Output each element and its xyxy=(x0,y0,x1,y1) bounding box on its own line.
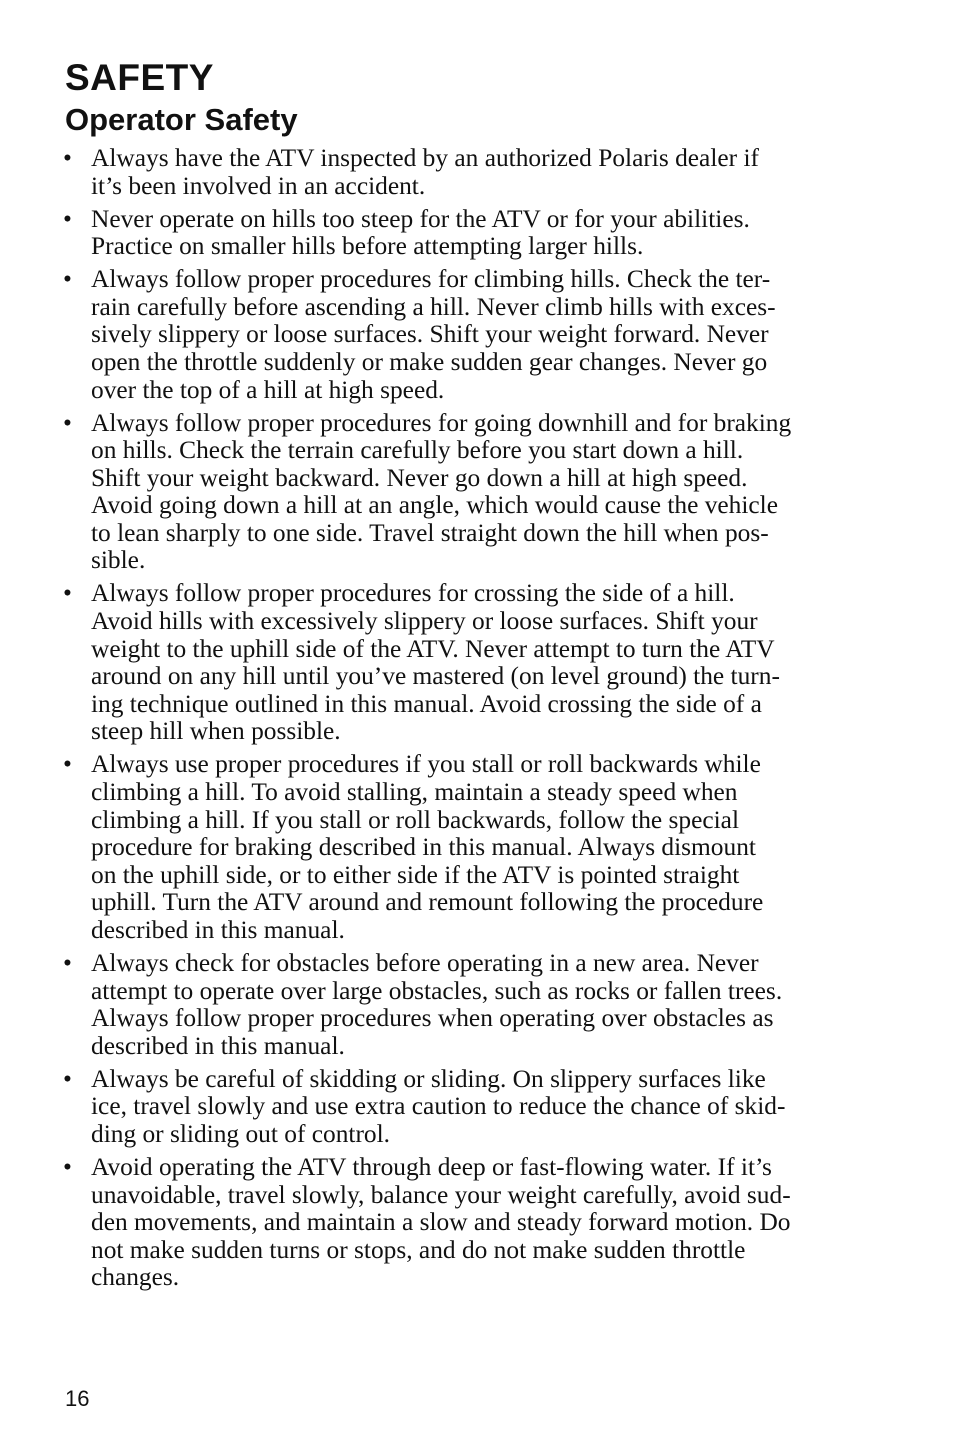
bullet-text: Never operate on hills too steep for the ATV or for your abilities. Practice on smaller hills before attempting larger hills. xyxy=(91,204,750,261)
section-title: SAFETY xyxy=(65,57,214,98)
bullet-icon: • xyxy=(63,265,72,294)
bullet-icon: • xyxy=(63,204,72,233)
bullet-text: Always check for obstacles before operating in a new area. Never attempt to operate over large obstacles, such as rocks or fallen trees. Always follow proper procedures when operating over obstacles as described in this manual. xyxy=(91,948,783,1060)
bullet-icon: • xyxy=(63,579,72,608)
list-item xyxy=(63,950,863,1060)
bullet-text: Always follow proper procedures for climbing hills. Check the ter- rain carefully before ascending a hill. Never climb hills with exces- sively slippery or loose surfaces. Shift your weight forward. Never open the throttle suddenly or make sudden gear changes. Never go over the top of a hill at high speed. xyxy=(91,265,776,404)
bullet-text: Always have the ATV inspected by an authorized Polaris dealer if it’s been involved in an accident. xyxy=(91,144,759,200)
safety-bullet-list xyxy=(63,145,863,1297)
subsection-title: Operator Safety xyxy=(65,102,298,137)
bullet-icon: • xyxy=(63,750,72,779)
bullet-text: Avoid operating the ATV through deep or fast-flowing water. If it’s unavoidable, travel slowly, balance your weight carefully, avoid sud- den movements, and maintain a slow and steady forward motion. Do not make sudden turns or stops, and do not make sudden throttle changes. xyxy=(91,1152,791,1292)
bullet-text: Always follow proper procedures for crossing the side of a hill. Avoid hills with excessively slippery or loose surfaces. Shift your weight to the uphill side of the ATV. Never attempt to turn the ATV around on any hill until you’ve mastered (on level ground) the turn- ing technique outlined in this manual. Avoid crossing the side of a steep hill when possible. xyxy=(91,579,780,746)
list-item xyxy=(63,580,863,746)
bullet-icon: • xyxy=(63,144,72,172)
bullet-icon: • xyxy=(63,408,72,437)
bullet-icon: • xyxy=(63,1152,72,1181)
list-item xyxy=(63,410,863,576)
bullet-text: Always be careful of skidding or sliding. On slippery surfaces like ice, travel slowly and use extra caution to reduce the chance of skid- ding or sliding out of control. xyxy=(91,1064,786,1148)
list-item xyxy=(63,1154,863,1292)
page-number: 16 xyxy=(65,1386,90,1411)
list-item xyxy=(63,206,863,261)
list-item xyxy=(63,266,863,404)
list-item xyxy=(63,145,863,200)
bullet-text: Always follow proper procedures for going downhill and for braking on hills. Check the terrain carefully before you start down a hill. Shift your weight backward. Never go down a hill at high speed. Avoid going down a hill at an angle, which would cause the vehicle to lean sharply to one side. Travel straight down the hill when pos- sible. xyxy=(91,408,792,575)
bullet-icon: • xyxy=(63,1064,72,1093)
list-item xyxy=(63,1066,863,1149)
list-item xyxy=(63,751,863,944)
bullet-icon: • xyxy=(63,948,72,977)
bullet-text: Always use proper procedures if you stall or roll backwards while climbing a hill. To avoid stalling, maintain a steady speed when climbing a hill. If you stall or roll backwards, follow the special procedure for braking described in this manual. Always dismount on the uphill side, or to either side if the ATV is pointed straight uphill. Turn the ATV around and remount following the procedure described in this manual. xyxy=(91,750,764,944)
